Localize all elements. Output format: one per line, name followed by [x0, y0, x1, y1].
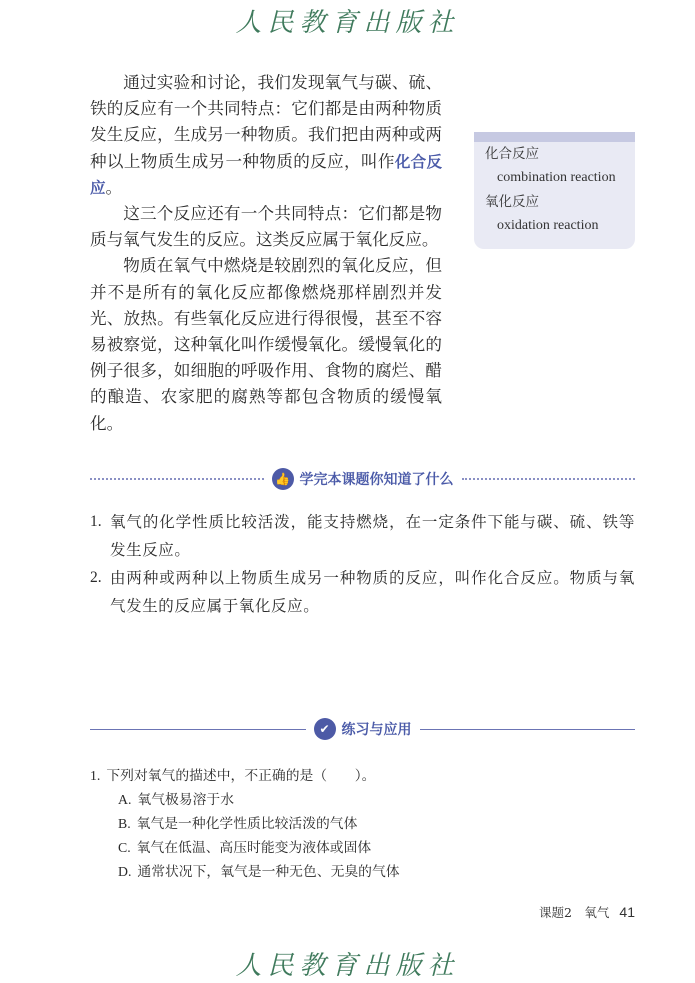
exercise-question	[90, 764, 635, 884]
exercise-section-title: 练习与应用	[341, 722, 412, 738]
chapter-topic: 课题2 氧气	[538, 905, 610, 920]
question-text: 下列对氧气的描述中，不正确的是（ ）。	[106, 768, 376, 784]
key-term-combination-reaction: 化合反应	[90, 152, 442, 197]
option-text: 通常状况下，氧气是一种无色、无臭的气体	[137, 864, 400, 880]
paragraph-3: 物质在氧气中燃烧是较剧烈的氧化反应，但并不是所有的氧化反应都像燃烧那样剧烈并发光、放热。有些氧化反应进行得很慢，甚至不容易被察觉，这种氧化叫作缓慢氧化。缓慢氧化的例子很多，如细胞的呼吸作用、食物的腐烂、醋的酿造、农家肥的腐熟等都包含物质的缓慢氧化。	[90, 256, 442, 433]
summary-section-title: 学完本课题你知道了什么	[299, 472, 454, 488]
option-label: C.	[118, 840, 131, 855]
glossary-term-en: combination reaction	[497, 170, 616, 185]
divider-left	[90, 729, 306, 730]
summary-list	[90, 508, 635, 620]
question-number: 1.	[90, 768, 101, 783]
paragraph-1	[90, 70, 442, 201]
option-text: 氧气是一种化学性质比较活泼的气体	[136, 816, 358, 832]
divider-right	[420, 729, 636, 730]
page-number: 41	[619, 904, 635, 920]
glossary-term-zh: 氧化反应	[485, 194, 539, 210]
pencil-check-icon: ✔	[314, 718, 336, 740]
option-b	[90, 812, 635, 836]
paragraph-text: 通过实验和讨论，我们发现氧气与碳、硫、铁的反应有一个共同特点：它们都是由两种物质发生反应，生成另一种物质。我们把由两种或两种以上物质生成另一种物质的反应，叫作	[90, 73, 442, 171]
divider-left	[90, 478, 264, 480]
option-c	[90, 836, 635, 860]
glossary-header-bar	[474, 132, 635, 142]
option-label: A.	[118, 792, 132, 807]
item-text: 由两种或两种以上物质生成另一种物质的反应，叫作化合反应。物质与氧气发生的反应属于氧化反应。	[110, 569, 635, 615]
publisher-logo-header: 人民教育出版社	[235, 8, 460, 38]
option-a	[90, 788, 635, 812]
item-number: 2.	[90, 569, 102, 586]
summary-item	[90, 564, 635, 620]
glossary-term-zh: 化合反应	[485, 146, 539, 162]
glossary-sidebar	[474, 132, 635, 249]
paragraph-text: 。	[105, 177, 123, 197]
exercise-section-header	[90, 714, 635, 744]
option-text: 氧气极易溶于水	[137, 792, 234, 808]
option-d	[90, 860, 635, 884]
thumbs-up-icon: 👍	[272, 468, 294, 490]
item-text: 氧气的化学性质比较活泼，能支持燃烧，在一定条件下能与碳、硫、铁等发生反应。	[110, 513, 635, 559]
item-number: 1.	[90, 513, 102, 530]
option-label: D.	[118, 864, 132, 879]
divider-right	[462, 478, 636, 480]
option-label: B.	[118, 816, 131, 831]
summary-section-header	[90, 464, 635, 494]
question-stem	[90, 764, 635, 788]
publisher-logo-footer: 人民教育出版社	[235, 951, 460, 981]
option-text: 氧气在低温、高压时能变为液体或固体	[136, 840, 372, 856]
paragraph-2: 这三个反应还有一个共同特点：它们都是物质与氧气发生的反应。这类反应属于氧化反应。	[90, 204, 442, 250]
summary-item	[90, 508, 635, 564]
glossary-term-en: oxidation reaction	[497, 218, 599, 233]
main-body-text	[90, 70, 442, 437]
page-footer	[539, 903, 635, 921]
